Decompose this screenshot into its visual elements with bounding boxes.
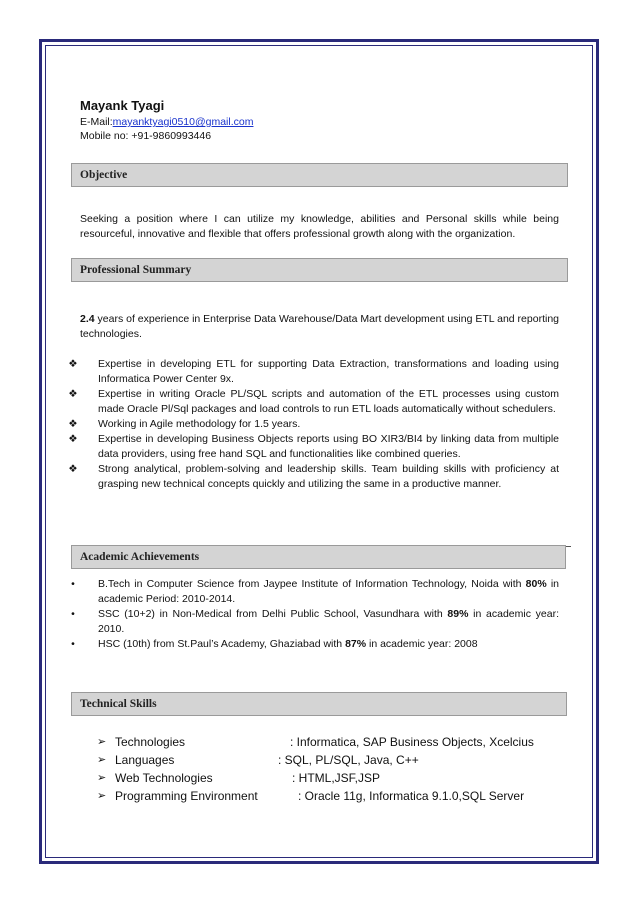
academic-list <box>66 577 559 652</box>
skill-label: Technologies <box>115 735 186 749</box>
academic-score: 89% <box>447 608 469 620</box>
list-item <box>66 417 559 432</box>
diamond-bullet-icon: ❖ <box>68 463 78 475</box>
list-item <box>66 387 559 417</box>
experience-years: 2.4 <box>80 313 95 325</box>
skill-label: Web Technologies <box>115 771 213 785</box>
list-item <box>66 577 559 607</box>
academic-text: SSC (10+2) in Non-Medical from Delhi Public School, Vasundhara with <box>98 608 448 620</box>
section-header-academic-achievements: Academic Achievements <box>71 545 566 569</box>
summary-intro <box>80 312 559 342</box>
list-item-text: Expertise in developing Business Objects reports using BO XIR3/BI4 by linking data from multiple data providers, using free hand SQL and functionalities like combined queries. <box>98 433 559 460</box>
skill-label: Languages <box>115 753 175 767</box>
section-header-professional-summary: Professional Summary <box>71 258 568 282</box>
objective-text: Seeking a position where I can utilize my knowledge, abilities and Personal skills while being resourceful, innovative and flexible that offers professional growth along with the organization. <box>80 213 559 240</box>
list-item-text: Strong analytical, problem-solving and leadership skills. Team building skills with proficiency at grasping new technical concepts quickly and utilizing the same in a productive manner. <box>98 463 559 490</box>
round-bullet-icon: • <box>71 578 75 590</box>
diamond-bullet-icon: ❖ <box>68 433 78 445</box>
round-bullet-icon: • <box>71 638 75 650</box>
section-header-technical-skills: Technical Skills <box>71 692 567 716</box>
diamond-bullet-icon: ❖ <box>68 358 78 370</box>
academic-score: 80% <box>525 578 547 590</box>
diamond-bullet-icon: ❖ <box>68 418 78 430</box>
summary-list <box>66 357 559 492</box>
academic-text: in academic Period: 2010-2014. <box>98 578 559 605</box>
list-item <box>66 637 559 652</box>
academic-text: in academic year: 2008 <box>366 638 478 650</box>
list-item <box>66 607 559 637</box>
arrow-bullet-icon: ➢ <box>97 772 107 784</box>
list-item-text: Expertise in developing ETL for supporting Data Extraction, transformations and loading using Informatica Power Center 9x. <box>98 358 559 385</box>
academic-score: 87% <box>345 638 367 650</box>
skill-value: : SQL, PL/SQL, Java, C++ <box>278 753 419 767</box>
list-item <box>66 357 559 387</box>
academic-text: B.Tech in Computer Science from Jaypee Institute of Information Technology, Noida with <box>98 578 526 590</box>
list-item-text: Working in Agile methodology for 1.5 years. <box>98 418 301 430</box>
stray-mark <box>566 546 571 547</box>
summary-intro-text: years of experience in Enterprise Data Warehouse/Data Mart development using ETL and reporting technologies. <box>80 313 559 340</box>
section-header-objective: Objective <box>71 163 568 187</box>
arrow-bullet-icon: ➢ <box>97 790 107 802</box>
skill-value: : Informatica, SAP Business Objects, Xcelcius <box>290 735 534 749</box>
candidate-name: Mayank Tyagi <box>80 98 165 113</box>
list-item-text: Expertise in writing Oracle PL/SQL scripts and automation of the ETL processes using custom made Oracle Pl/Sql packages and load controls to run ETL loads automatically without schedulers. <box>98 388 559 415</box>
list-item <box>66 432 559 462</box>
email-label: E-Mail: <box>80 116 113 128</box>
mobile-line: Mobile no: +91-9860993446 <box>80 130 212 142</box>
list-item <box>66 462 559 492</box>
academic-text: HSC (10th) from St.Paul’s Academy, Ghaziabad with <box>98 638 346 650</box>
email-link[interactable]: mayanktyagi0510@gmail.com <box>112 116 254 128</box>
diamond-bullet-icon: ❖ <box>68 388 78 400</box>
email-line <box>80 116 253 128</box>
round-bullet-icon: • <box>71 608 75 620</box>
academic-text: in academic year: 2010. <box>98 608 559 635</box>
arrow-bullet-icon: ➢ <box>97 736 107 748</box>
skill-label: Programming Environment <box>115 789 258 803</box>
arrow-bullet-icon: ➢ <box>97 754 107 766</box>
skill-value: : Oracle 11g, Informatica 9.1.0,SQL Server <box>298 789 525 803</box>
skill-value: : HTML,JSF,JSP <box>292 771 381 785</box>
